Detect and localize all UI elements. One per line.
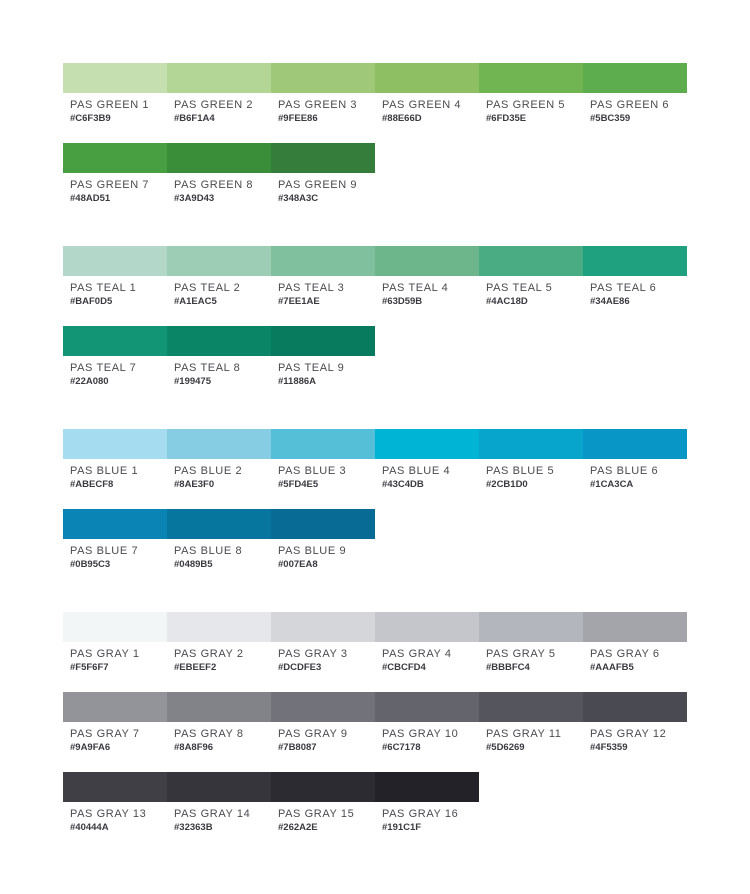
- swatch-name: PAS GRAY 7: [70, 728, 140, 740]
- color-chip: [63, 143, 167, 173]
- blue-row-2: [63, 509, 375, 575]
- green-row-2: [63, 143, 375, 209]
- swatch-hex: #8AE3F0: [174, 479, 215, 490]
- swatch-name: PAS BLUE 5: [486, 465, 555, 477]
- swatch-name: PAS TEAL 5: [486, 282, 553, 294]
- color-chip: [167, 612, 271, 642]
- swatch-teal-7: [63, 326, 167, 392]
- swatch-gray-1: [63, 612, 167, 678]
- swatch-hex: #ABECF8: [70, 479, 114, 490]
- swatch-green-5: [479, 63, 583, 129]
- swatch-hex: #BAF0D5: [70, 296, 113, 307]
- swatch-name: PAS BLUE 6: [590, 465, 659, 477]
- color-chip: [271, 63, 375, 93]
- swatch-name: PAS GRAY 15: [278, 808, 355, 820]
- color-chip: [375, 612, 479, 642]
- swatch-hex: #6FD35E: [486, 113, 527, 124]
- swatch-hex: #48AD51: [70, 193, 111, 204]
- swatch-hex: #4F5359: [590, 742, 628, 753]
- color-chip: [167, 509, 271, 539]
- swatch-name: PAS GRAY 14: [174, 808, 251, 820]
- swatch-teal-3: [271, 246, 375, 312]
- swatch-gray-3: [271, 612, 375, 678]
- swatch-name: PAS TEAL 7: [70, 362, 137, 374]
- color-chip: [271, 143, 375, 173]
- color-chip: [271, 246, 375, 276]
- gray-row-1: [63, 612, 687, 678]
- swatch-green-6: [583, 63, 687, 129]
- swatch-gray-5: [479, 612, 583, 678]
- color-chip: [63, 692, 167, 722]
- color-chip: [479, 63, 583, 93]
- swatch-hex: #CBCFD4: [382, 662, 426, 673]
- teal-row-2: [63, 326, 375, 392]
- swatch-name: PAS GRAY 6: [590, 648, 660, 660]
- color-chip: [63, 326, 167, 356]
- swatch-gray-2: [167, 612, 271, 678]
- green-row-1: [63, 63, 687, 129]
- swatch-name: PAS GRAY 5: [486, 648, 556, 660]
- swatch-gray-15: [271, 772, 375, 838]
- swatch-blue-6: [583, 429, 687, 495]
- swatch-name: PAS GRAY 8: [174, 728, 244, 740]
- swatch-blue-8: [167, 509, 271, 575]
- swatch-name: PAS BLUE 8: [174, 545, 243, 557]
- swatch-name: PAS GRAY 16: [382, 808, 459, 820]
- swatch-green-1: [63, 63, 167, 129]
- swatch-hex: #8A8F96: [174, 742, 214, 753]
- swatch-hex: #C6F3B9: [70, 113, 111, 124]
- color-chip: [63, 509, 167, 539]
- color-chip: [167, 143, 271, 173]
- swatch-hex: #32363B: [174, 822, 213, 833]
- swatch-hex: #3A9D43: [174, 193, 215, 204]
- color-chip: [271, 692, 375, 722]
- swatch-hex: #5D6269: [486, 742, 525, 753]
- swatch-teal-1: [63, 246, 167, 312]
- swatch-hex: #63D59B: [382, 296, 423, 307]
- color-chip: [271, 612, 375, 642]
- swatch-name: PAS GREEN 1: [70, 99, 150, 111]
- color-chip: [63, 612, 167, 642]
- swatch-name: PAS GRAY 4: [382, 648, 452, 660]
- color-chip: [271, 509, 375, 539]
- swatch-gray-16: [375, 772, 479, 838]
- swatch-teal-8: [167, 326, 271, 392]
- color-chip: [167, 692, 271, 722]
- color-chip: [63, 246, 167, 276]
- swatch-hex: #A1EAC5: [174, 296, 217, 307]
- color-chip: [583, 63, 687, 93]
- color-chip: [63, 429, 167, 459]
- swatch-teal-6: [583, 246, 687, 312]
- swatch-name: PAS TEAL 4: [382, 282, 449, 294]
- swatch-name: PAS GREEN 7: [70, 179, 150, 191]
- swatch-hex: #5FD4E5: [278, 479, 319, 490]
- color-chip: [63, 63, 167, 93]
- color-chip: [479, 429, 583, 459]
- swatch-hex: #34AE86: [590, 296, 630, 307]
- color-chip: [479, 246, 583, 276]
- swatch-name: PAS TEAL 3: [278, 282, 345, 294]
- swatch-blue-2: [167, 429, 271, 495]
- color-chip: [271, 772, 375, 802]
- swatch-hex: #40444A: [70, 822, 109, 833]
- swatch-hex: #9A9FA6: [70, 742, 111, 753]
- swatch-blue-3: [271, 429, 375, 495]
- swatch-name: PAS TEAL 9: [278, 362, 345, 374]
- swatch-gray-6: [583, 612, 687, 678]
- swatch-hex: #F5F6F7: [70, 662, 109, 673]
- swatch-hex: #6C7178: [382, 742, 421, 753]
- swatch-hex: #7B8087: [278, 742, 317, 753]
- swatch-gray-9: [271, 692, 375, 758]
- swatch-name: PAS GREEN 9: [278, 179, 358, 191]
- swatch-green-9: [271, 143, 375, 209]
- swatch-name: PAS BLUE 7: [70, 545, 139, 557]
- swatch-blue-7: [63, 509, 167, 575]
- color-chip: [375, 692, 479, 722]
- color-chip: [583, 246, 687, 276]
- swatch-name: PAS BLUE 2: [174, 465, 243, 477]
- color-chip: [167, 326, 271, 356]
- swatch-hex: #0489B5: [174, 559, 213, 570]
- swatch-hex: #1CA3CA: [590, 479, 634, 490]
- swatch-hex: #0B95C3: [70, 559, 111, 570]
- swatch-name: PAS BLUE 3: [278, 465, 347, 477]
- swatch-green-3: [271, 63, 375, 129]
- swatch-hex: #B6F1A4: [174, 113, 215, 124]
- swatch-green-4: [375, 63, 479, 129]
- color-chip: [167, 246, 271, 276]
- swatch-name: PAS TEAL 1: [70, 282, 137, 294]
- swatch-name: PAS GRAY 10: [382, 728, 459, 740]
- swatch-name: PAS GREEN 4: [382, 99, 462, 111]
- swatch-name: PAS GRAY 3: [278, 648, 348, 660]
- swatch-hex: #43C4DB: [382, 479, 424, 490]
- color-chip: [167, 772, 271, 802]
- swatch-hex: #DCDFE3: [278, 662, 322, 673]
- swatch-hex: #5BC359: [590, 113, 631, 124]
- swatch-name: PAS TEAL 2: [174, 282, 241, 294]
- swatch-name: PAS TEAL 8: [174, 362, 241, 374]
- swatch-name: PAS TEAL 6: [590, 282, 657, 294]
- swatch-name: PAS GRAY 13: [70, 808, 147, 820]
- swatch-hex: #7EE1AE: [278, 296, 320, 307]
- color-chip: [375, 429, 479, 459]
- swatch-name: PAS GRAY 11: [486, 728, 562, 740]
- swatch-green-8: [167, 143, 271, 209]
- swatch-hex: #2CB1D0: [486, 479, 528, 490]
- swatch-name: PAS GREEN 8: [174, 179, 254, 191]
- swatch-blue-1: [63, 429, 167, 495]
- swatch-gray-7: [63, 692, 167, 758]
- swatch-teal-5: [479, 246, 583, 312]
- swatch-gray-14: [167, 772, 271, 838]
- swatch-name: PAS BLUE 4: [382, 465, 451, 477]
- swatch-hex: #262A2E: [278, 822, 318, 833]
- swatch-name: PAS GRAY 9: [278, 728, 348, 740]
- swatch-name: PAS GREEN 2: [174, 99, 254, 111]
- color-chip: [63, 772, 167, 802]
- color-chip: [479, 692, 583, 722]
- swatch-blue-4: [375, 429, 479, 495]
- swatch-name: PAS BLUE 1: [70, 465, 139, 477]
- swatch-gray-8: [167, 692, 271, 758]
- swatch-hex: #199475: [174, 376, 211, 387]
- color-chip: [167, 63, 271, 93]
- swatch-gray-12: [583, 692, 687, 758]
- swatch-name: PAS GRAY 2: [174, 648, 244, 660]
- swatch-teal-9: [271, 326, 375, 392]
- color-chip: [167, 429, 271, 459]
- swatch-name: PAS GREEN 5: [486, 99, 566, 111]
- swatch-hex: #191C1F: [382, 822, 422, 833]
- swatch-hex: #4AC18D: [486, 296, 528, 307]
- color-chip: [583, 612, 687, 642]
- color-chip: [479, 612, 583, 642]
- swatch-gray-13: [63, 772, 167, 838]
- swatch-hex: #EBEEF2: [174, 662, 217, 673]
- swatch-name: PAS GREEN 3: [278, 99, 358, 111]
- swatch-hex: #22A080: [70, 376, 109, 387]
- gray-row-2: [63, 692, 687, 758]
- swatch-green-7: [63, 143, 167, 209]
- swatch-gray-10: [375, 692, 479, 758]
- swatch-green-2: [167, 63, 271, 129]
- swatch-blue-9: [271, 509, 375, 575]
- color-chip: [375, 246, 479, 276]
- color-chip: [583, 429, 687, 459]
- swatch-gray-11: [479, 692, 583, 758]
- color-chip: [375, 63, 479, 93]
- swatch-hex: #007EA8: [278, 559, 318, 570]
- color-chip: [583, 692, 687, 722]
- swatch-gray-4: [375, 612, 479, 678]
- color-chip: [375, 772, 479, 802]
- blue-row-1: [63, 429, 687, 495]
- gray-row-3: [63, 772, 479, 838]
- swatch-blue-5: [479, 429, 583, 495]
- color-chip: [271, 326, 375, 356]
- swatch-name: PAS BLUE 9: [278, 545, 347, 557]
- swatch-name: PAS GREEN 6: [590, 99, 670, 111]
- color-chip: [271, 429, 375, 459]
- swatch-hex: #9FEE86: [278, 113, 318, 124]
- swatch-hex: #AAAFB5: [590, 662, 634, 673]
- swatch-name: PAS GRAY 1: [70, 648, 140, 660]
- swatch-teal-4: [375, 246, 479, 312]
- swatch-hex: #11886A: [278, 376, 317, 387]
- swatch-hex: #BBBFC4: [486, 662, 530, 673]
- teal-row-1: [63, 246, 687, 312]
- swatch-name: PAS GRAY 12: [590, 728, 667, 740]
- swatch-hex: #348A3C: [278, 193, 319, 204]
- swatch-teal-2: [167, 246, 271, 312]
- swatch-hex: #88E66D: [382, 113, 422, 124]
